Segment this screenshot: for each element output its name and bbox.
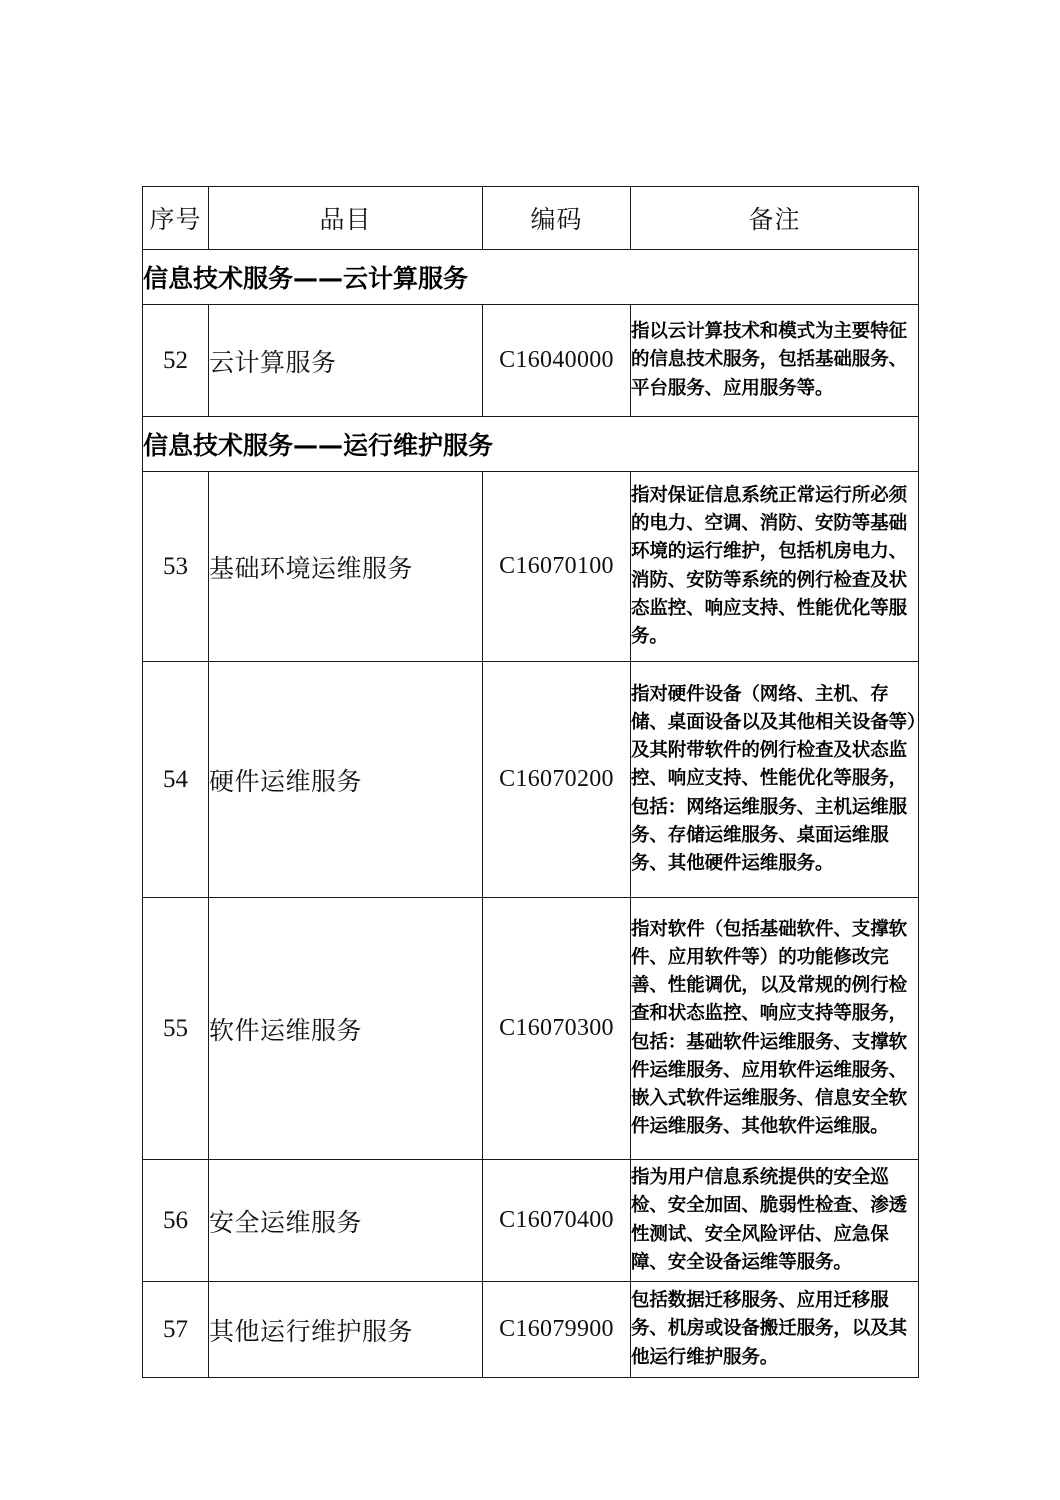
column-header-item: 品目	[209, 187, 483, 250]
table-header-row	[143, 187, 919, 250]
row-item: 软件运维服务	[209, 898, 483, 1160]
column-header-seq: 序号	[143, 187, 209, 250]
row-seq: 56	[143, 1160, 209, 1282]
row-remark: 指以云计算技术和模式为主要特征的信息技术服务，包括基础服务、平台服务、应用服务等。	[631, 305, 919, 417]
row-seq: 52	[143, 305, 209, 417]
row-seq: 55	[143, 898, 209, 1160]
row-code: C16070200	[483, 662, 631, 898]
table-body	[143, 250, 919, 1378]
row-remark: 指对软件（包括基础软件、支撑软件、应用软件等）的功能修改完善、性能调优，以及常规的例行检查和状态监控、响应支持等服务，包括：基础软件运维服务、支撑软件运维服务、应用软件运维服务、嵌入式软件运维服务、信息安全软件运维服务、其他软件运维服。	[631, 898, 919, 1160]
row-seq: 54	[143, 662, 209, 898]
row-code: C16070400	[483, 1160, 631, 1282]
row-remark: 包括数据迁移服务、应用迁移服务、机房或设备搬迁服务，以及其他运行维护服务。	[631, 1282, 919, 1378]
section-title-cloud-computing: 信息技术服务——云计算服务	[143, 250, 919, 305]
column-header-remark: 备注	[631, 187, 919, 250]
table-header	[143, 187, 919, 250]
table-row	[143, 1282, 919, 1378]
procurement-catalog-table	[142, 186, 919, 1378]
table-row	[143, 472, 919, 662]
section-title-operation-maintenance: 信息技术服务——运行维护服务	[143, 417, 919, 472]
section-header-row	[143, 250, 919, 305]
row-code: C16070300	[483, 898, 631, 1160]
row-item: 安全运维服务	[209, 1160, 483, 1282]
table-row	[143, 305, 919, 417]
row-item: 基础环境运维服务	[209, 472, 483, 662]
row-seq: 53	[143, 472, 209, 662]
row-remark: 指为用户信息系统提供的安全巡检、安全加固、脆弱性检查、渗透性测试、安全风险评估、应急保障、安全设备运维等服务。	[631, 1160, 919, 1282]
table-row	[143, 662, 919, 898]
row-remark: 指对保证信息系统正常运行所必须的电力、空调、消防、安防等基础环境的运行维护，包括机房电力、消防、安防等系统的例行检查及状态监控、响应支持、性能优化等服务。	[631, 472, 919, 662]
row-seq: 57	[143, 1282, 209, 1378]
row-code: C16079900	[483, 1282, 631, 1378]
table-row	[143, 1160, 919, 1282]
column-header-code: 编码	[483, 187, 631, 250]
row-remark: 指对硬件设备（网络、主机、存储、桌面设备以及其他相关设备等）及其附带软件的例行检查及状态监控、响应支持、性能优化等服务，包括：网络运维服务、主机运维服务、存储运维服务、桌面运维服务、其他硬件运维服务。	[631, 662, 919, 898]
row-item: 硬件运维服务	[209, 662, 483, 898]
section-header-row	[143, 417, 919, 472]
row-code: C16070100	[483, 472, 631, 662]
table-row	[143, 898, 919, 1160]
row-code: C16040000	[483, 305, 631, 417]
row-item: 云计算服务	[209, 305, 483, 417]
row-item: 其他运行维护服务	[209, 1282, 483, 1378]
